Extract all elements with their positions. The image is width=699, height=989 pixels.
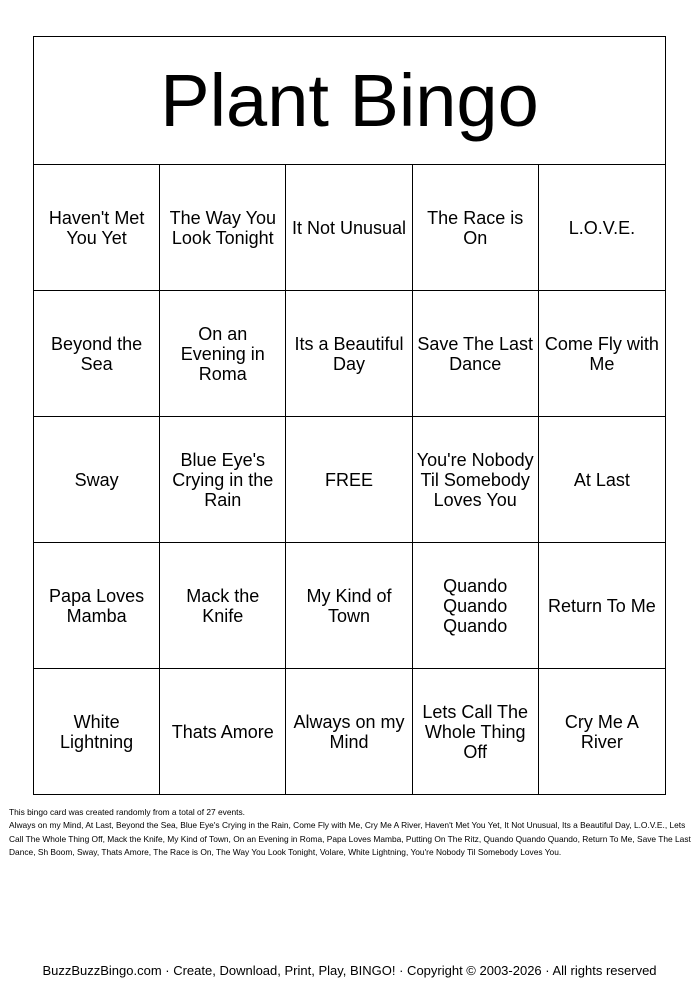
bingo-cell: Lets Call The Whole Thing Off <box>413 669 539 795</box>
card-title: Plant Bingo <box>160 58 539 142</box>
bingo-cell: The Way You Look Tonight <box>160 165 286 291</box>
bingo-cell: Sway <box>34 417 160 543</box>
bingo-cell: Come Fly with Me <box>539 291 665 417</box>
event-info <box>9 806 691 860</box>
bingo-cell: White Lightning <box>34 669 160 795</box>
bingo-cell: Quando Quando Quando <box>413 543 539 669</box>
free-cell: FREE <box>286 417 412 543</box>
bingo-cell: Its a Beautiful Day <box>286 291 412 417</box>
bingo-grid <box>34 165 665 795</box>
footer: BuzzBuzzBingo.com · Create, Download, Print, Play, BINGO! · Copyright © 2003-2026 · All rights reserved <box>42 963 657 978</box>
bingo-cell: On an Evening in Roma <box>160 291 286 417</box>
bingo-cell: Cry Me A River <box>564 712 639 752</box>
bingo-cell: Return To Me <box>539 543 665 669</box>
event-count-text: This bingo card was created randomly from a total of 27 events. <box>9 807 246 817</box>
bingo-cell: Papa Loves Mamba <box>34 543 160 669</box>
bingo-cell: Mack the Knife <box>160 543 286 669</box>
bingo-cell: At Last <box>539 417 665 543</box>
bingo-cell: My Kind of Town <box>286 543 412 669</box>
title-row <box>34 37 665 165</box>
bingo-cell: It Not Unusual <box>286 165 412 291</box>
bingo-cell: Beyond the Sea <box>34 291 160 417</box>
bingo-cell: Save The Last Dance <box>413 291 539 417</box>
bingo-cell: Blue Eye's Crying in the Rain <box>160 417 286 543</box>
bingo-cell: The Race is On <box>413 165 539 291</box>
bingo-cell: Haven't Met You Yet <box>34 165 160 291</box>
bingo-card <box>33 36 666 795</box>
bingo-cell: Always on my Mind <box>286 669 412 795</box>
bingo-cell: Thats Amore <box>160 669 286 795</box>
bingo-cell: You're Nobody Til Somebody Loves You <box>413 417 539 543</box>
bingo-cell: L.O.V.E. <box>539 165 665 291</box>
event-list-text: Always on my Mind, At Last, Beyond the Sea, Blue Eye's Crying in the Rain, Come Fly with Me, Cry Me A River, Haven't Met You Yet, It Not Unusual, Its a Beautiful Day, L.O.V.E., Lets Call The Whole Thing Off, Mack the Knife, My Kind of Town, On an Evening in Roma, Papa Loves Mamba, Putting On The Ritz, Quando Quando Quando, Return To Me, Save The Last Dance, Sh Boom, Sway, Thats Amore, The Race is On, The Way You Look Tonight, Volare, White Lightning, You're Nobody Til Somebody Loves You. <box>9 820 691 858</box>
